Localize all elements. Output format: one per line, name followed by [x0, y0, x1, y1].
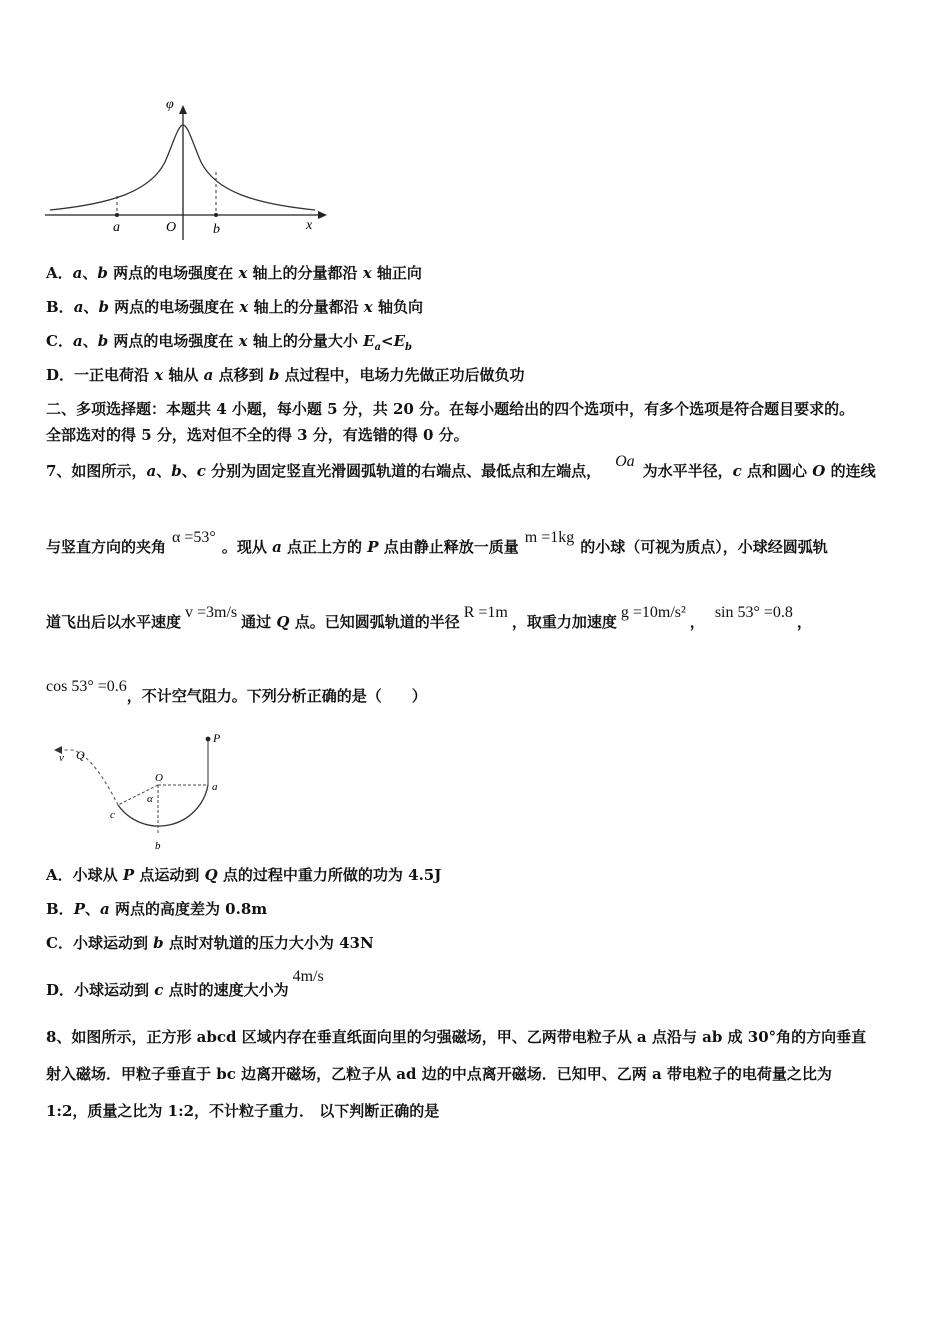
- b-label: b: [213, 222, 220, 237]
- x-label: x: [306, 218, 313, 233]
- potential-graph: [40, 92, 330, 242]
- q6-option-d: D．一正电荷沿 x 轴从 a 点移到 b 点过程中，电场力先做正功后做负功: [46, 366, 525, 384]
- q7-line2: 与竖直方向的夹角α =53°。现从 a 点正上方的 P 点由静止释放一质量m =1kg的小球（可视为质点），小球经圆弧轨: [46, 529, 828, 556]
- arc-track: [118, 785, 208, 826]
- svg-text:Q: Q: [76, 748, 85, 762]
- q7-option-c: C．小球运动到 b 点时对轨道的压力大小为 43N: [46, 934, 374, 952]
- point-p: [206, 737, 211, 742]
- origin-label: O: [166, 220, 177, 235]
- svg-text:c: c: [110, 809, 115, 821]
- trajectory: [62, 750, 118, 805]
- section2-line1: 二、多项选择题：本题共 4 小题，每小题 5 分，共 20 分。在每小题给出的四个选项中，有多个选项是符合题目要求的。: [46, 400, 855, 418]
- q6-option-b: B．a、b 两点的电场强度在 x 轴上的分量都沿 x 轴负向: [46, 298, 423, 316]
- q7-option-b: B．P、a 两点的高度差为 0.8m: [46, 900, 268, 918]
- arc-track-figure: [52, 728, 237, 853]
- svg-text:P: P: [213, 731, 221, 745]
- q7-line3: 道飞出后以水平速度v =3m/s通过 Q 点。已知圆弧轨道的半径R =1m，取重力加速度g =10m/s²，sin 53° =0.8，: [46, 604, 812, 631]
- q8-line3: 1:2，质量之比为 1:2，不计粒子重力． 以下判断正确的是: [46, 1102, 440, 1120]
- q8-line1: 8、如图所示，正方形 abcd 区域内存在垂直纸面向里的匀强磁场，甲、乙两带电粒子从 a 点沿与 ab 成 30°角的方向垂直: [46, 1028, 867, 1046]
- q6-option-a: A．a、b 两点的电场强度在 x 轴上的分量都沿 x 轴正向: [46, 264, 422, 282]
- a-label: a: [113, 220, 120, 235]
- q8-line2: 射入磁场．甲粒子垂直于 bc 边离开磁场，乙粒子从 ad 边的中点离开磁场．已知甲、乙两 a 带电粒子的电荷量之比为: [46, 1065, 832, 1083]
- svg-text:a: a: [212, 781, 218, 793]
- q6-option-c: C．a、b 两点的电场强度在 x 轴上的分量大小 $E_a<E_b$: [46, 332, 412, 353]
- svg-text:O: O: [155, 772, 163, 784]
- q7-line1: 7、如图所示，a、b、c 分别为固定竖直光滑圆弧轨道的右端点、最低点和左端点，Oa为水平半径，c 点和圆心 O 的连线: [46, 453, 876, 480]
- svg-text:α: α: [147, 793, 153, 805]
- phi-label: φ: [166, 97, 174, 112]
- phi-axis-arrow: [179, 105, 187, 114]
- q7-option-a: A．小球从 P 点运动到 Q 点的过程中重力所做的功为 4.5J: [46, 866, 442, 884]
- svg-text:b: b: [155, 840, 161, 852]
- svg-text:v: v: [59, 752, 64, 764]
- q7-option-d: D．小球运动到 c 点时的速度大小为4m/s: [46, 968, 324, 999]
- section2-line2: 全部选对的得 5 分，选对但不全的得 3 分，有选错的得 0 分。: [46, 426, 469, 444]
- q7-line4: cos 53° =0.6，不计空气阻力。下列分析正确的是（ ）: [46, 678, 427, 705]
- x-axis-arrow: [318, 211, 327, 219]
